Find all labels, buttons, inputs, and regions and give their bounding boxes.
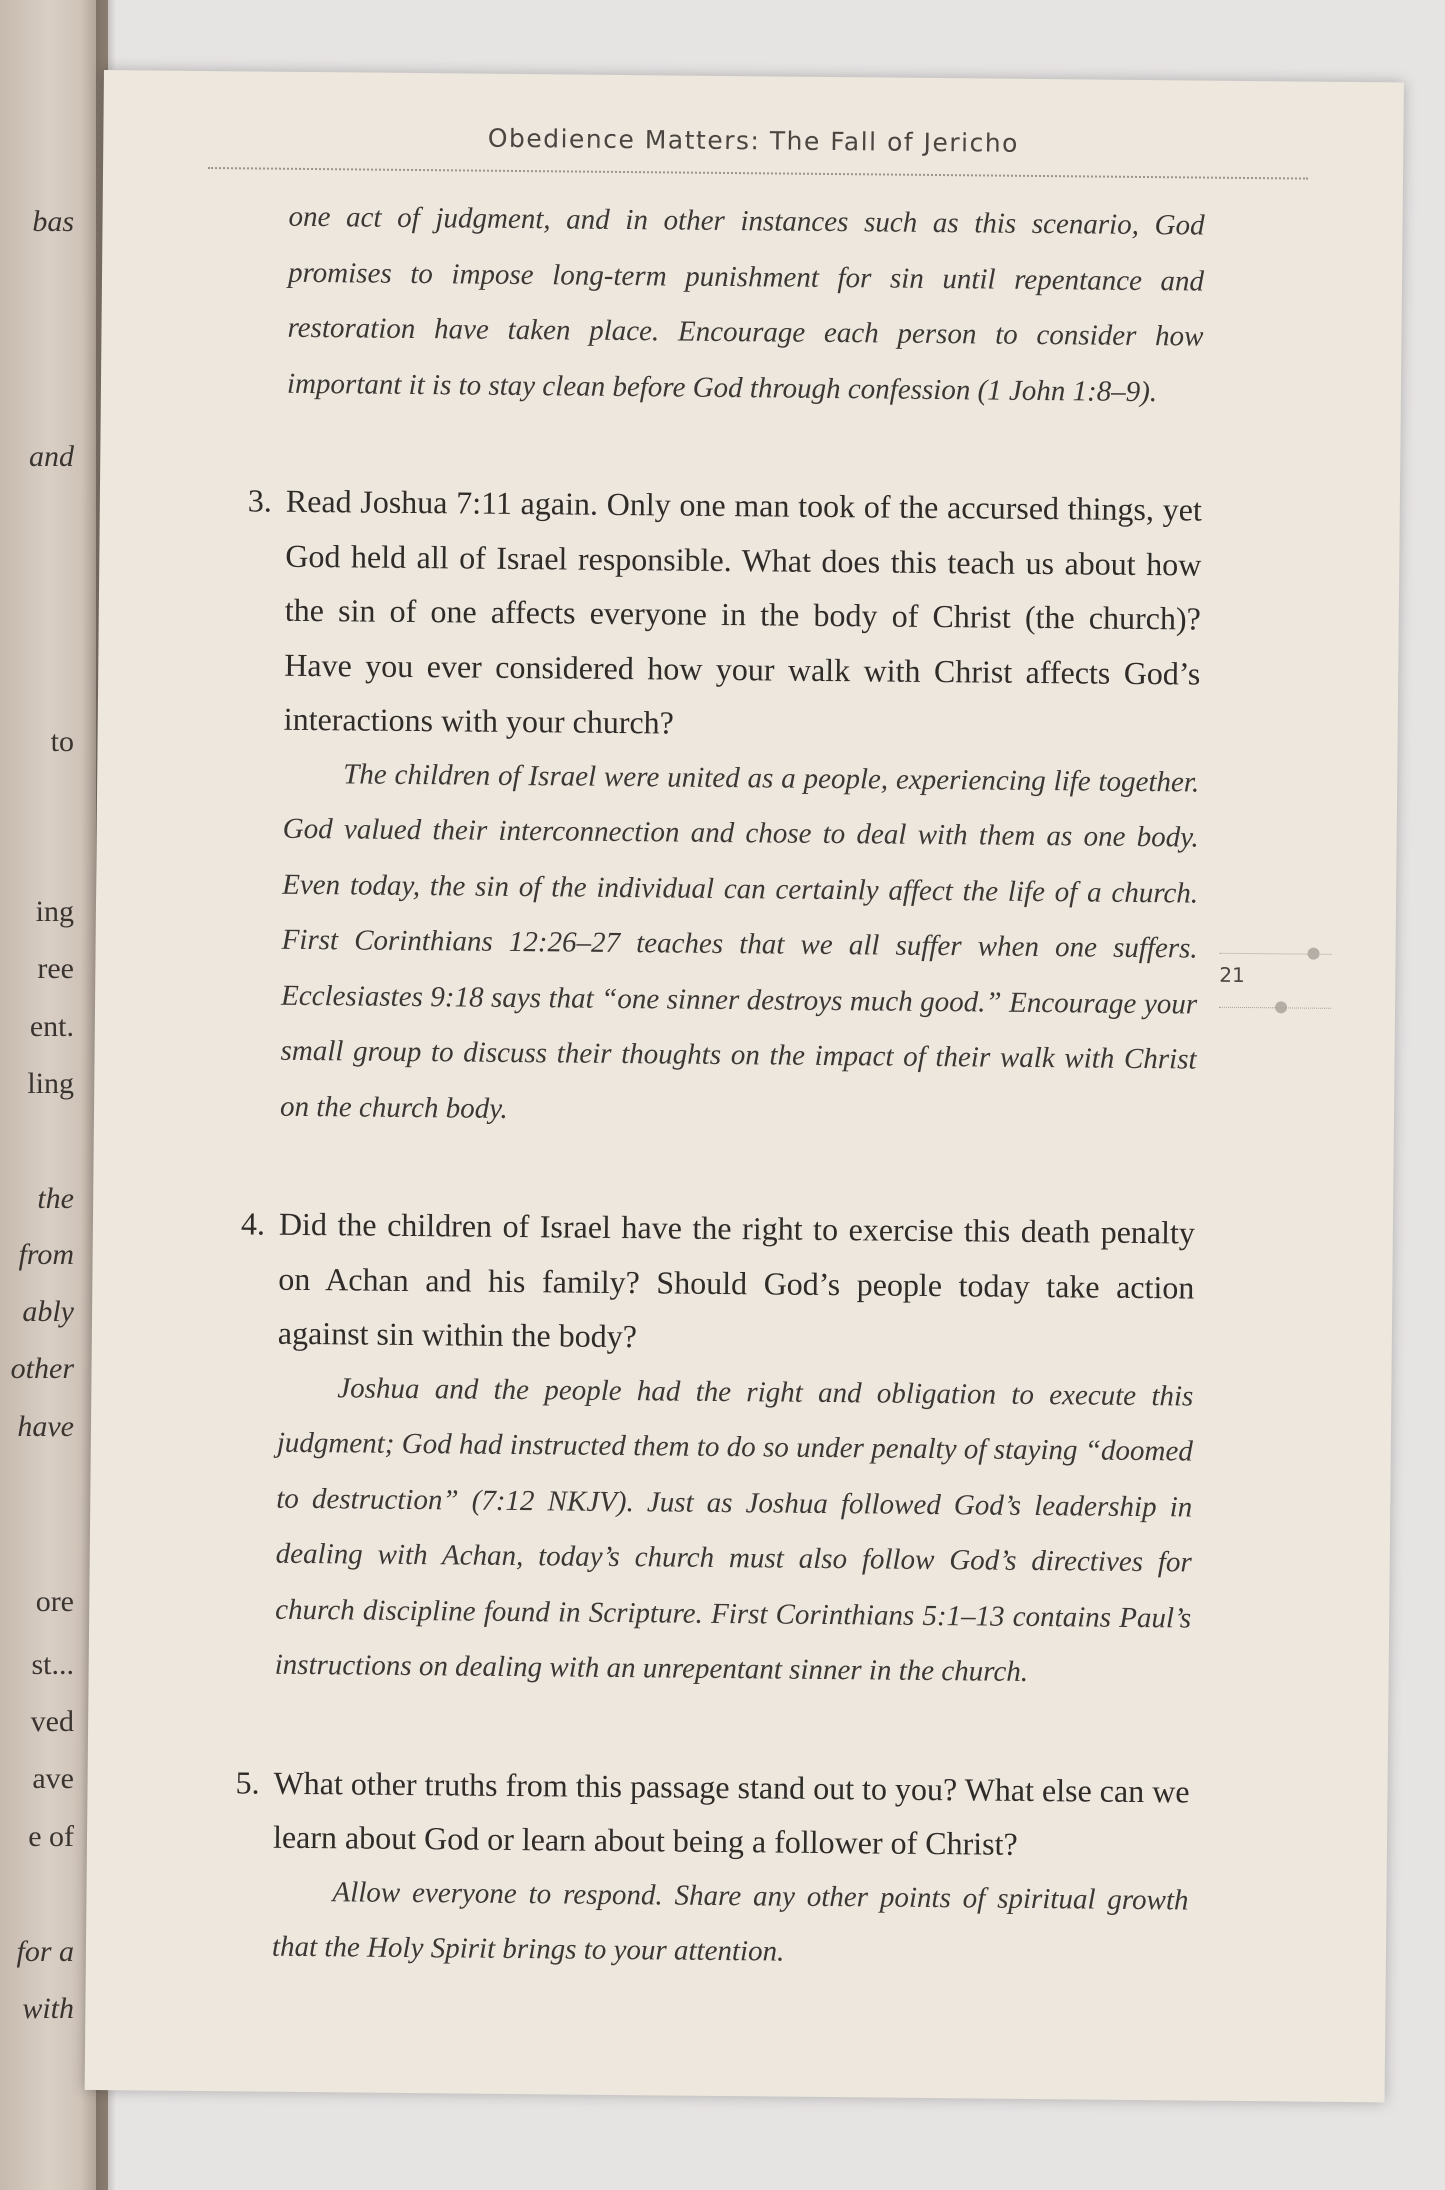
left-fragment-12: ore bbox=[35, 1585, 74, 1618]
left-fragment-16: e of bbox=[28, 1820, 74, 1853]
left-fragment-3: ing bbox=[35, 895, 74, 928]
left-fragment-17: for a bbox=[16, 1935, 74, 1968]
question-text-3: Read Joshua 7:11 again. Only one man took of the accursed things, yet God held all of Israel responsible. What does this teach us about how the sin of one affects everyone in the body of Christ (the church)? Have you ever considered how your walk with Christ affects God’s interactions with your church? bbox=[283, 482, 1203, 741]
question-4 bbox=[240, 1196, 1196, 1369]
left-fragment-14: ved bbox=[30, 1705, 74, 1738]
left-fragment-10: other bbox=[10, 1352, 74, 1385]
answer-5: Allow everyone to respond. Share any other points of spiritual growth that the Holy Spirit brings to your attention. bbox=[271, 1875, 1189, 1968]
question-text-4: Did the children of Israel have the right to exercise this death penalty on Achan and his family? Should God’s people today take action against sin within the body? bbox=[277, 1205, 1196, 1355]
answer-3: The children of Israel were united as a people, experiencing life together. God valued their interconnection and chose to deal with them as one body. Even today, the sin of the individual can certainly affect the life of a church. First Corinthians 12:26–27 teaches that we all suffer when one suffers. Ecclesiastes 9:18 says that “one sinner destroys much good.” Encourage your small group to discuss their thoughts on the impact of their walk with Christ on the church body. bbox=[279, 757, 1200, 1125]
left-fragment-13: st... bbox=[31, 1648, 74, 1681]
header-divider bbox=[208, 167, 1308, 180]
left-fragment-15: ave bbox=[32, 1762, 74, 1795]
left-fragment-8: from bbox=[18, 1238, 74, 1271]
folio-dot-top bbox=[1308, 948, 1320, 960]
question-number-3: 3. bbox=[247, 482, 273, 519]
left-fragment-1: and bbox=[29, 440, 74, 473]
continued-answer: one act of judgment, and in other instances such as this scenario, God promises to impose long-term punishment for sin until repentance and restoration have taken place. Encourage each person to consider how important it is to stay clean before God through confession (1 John 1:8–9). bbox=[286, 200, 1205, 408]
book-page-right bbox=[85, 70, 1404, 2102]
left-fragment-11: have bbox=[17, 1410, 74, 1443]
left-fragment-2: to bbox=[50, 725, 74, 758]
page-body bbox=[234, 189, 1205, 1984]
answer-4: Joshua and the people had the right and obligation to execute this judgment; God had instructed them to do so under penalty of staying “doomed to destruction” (7:12 NKJV). Just as Joshua followed God’s leadership in dealing with Achan, today’s church must also follow God’s directives for church discipline found in Scripture. First Corinthians 5:1–13 contains Paul’s instructions on dealing with an unrepentant sinner in the church. bbox=[274, 1371, 1194, 1688]
left-fragment-7: the bbox=[37, 1182, 74, 1215]
left-fragment-18: with bbox=[22, 1992, 74, 2025]
question-block-3 bbox=[242, 473, 1202, 1143]
left-fragment-9: ably bbox=[22, 1295, 74, 1328]
question-5 bbox=[235, 1755, 1190, 1873]
question-text-5: What other truths from this passage stand out to you? What else can we learn about God or learn about being a follower of Christ? bbox=[272, 1764, 1190, 1862]
left-fragment-4: ree bbox=[37, 952, 74, 985]
left-fragment-0: bas bbox=[32, 205, 74, 238]
question-block-4 bbox=[236, 1196, 1195, 1702]
page-number: 21 bbox=[1219, 962, 1245, 987]
question-block-5 bbox=[234, 1755, 1190, 1984]
left-fragment-5: ent. bbox=[29, 1010, 74, 1043]
left-fragment-6: ling bbox=[27, 1067, 74, 1100]
running-head: Obedience Matters: The Fall of Jericho bbox=[487, 123, 1020, 158]
question-number-4: 4. bbox=[240, 1205, 266, 1242]
question-3 bbox=[246, 473, 1203, 755]
question-number-5: 5. bbox=[235, 1763, 260, 1801]
